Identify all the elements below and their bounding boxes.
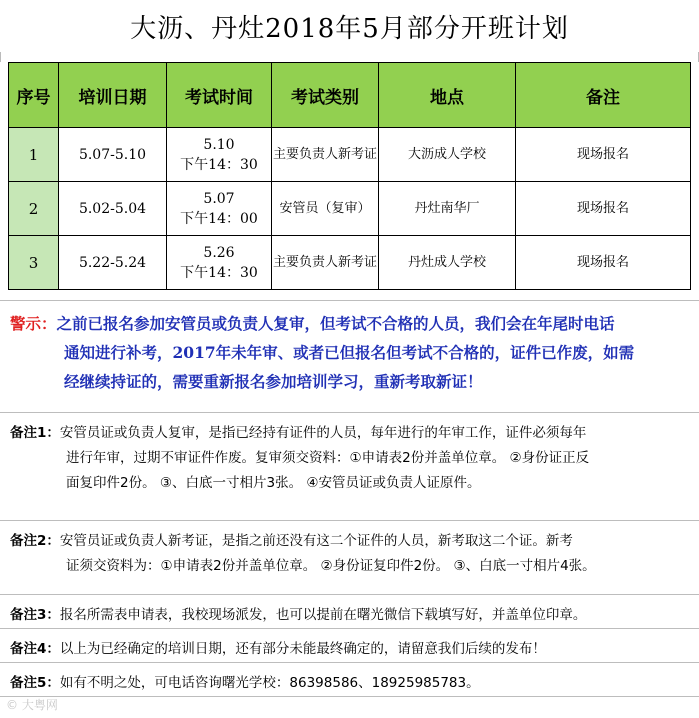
watermark: © 大粤网: [6, 698, 58, 712]
cell-exam-category: 安管员（复审）: [272, 182, 379, 236]
schedule-table: [8, 62, 691, 290]
cell-index: 1: [9, 128, 59, 182]
exam-clock: 下午14：00: [180, 210, 258, 227]
warning-line-2: 通知进行补考，2017年未年审、或者已但报名但考试不合格的，证件已作废，如需: [64, 343, 635, 362]
cell-training-date: 5.22-5.24: [59, 236, 167, 290]
note-1: 备注1：安管员证或负责人复审，是指已经持有证件的人员，每年进行的年审工作，证件必须每年 进行年审，过期不审证件作废。复审须交资料：①申请表2份并盖单位章。 ②身份证正反 面复印件2份。 ③、白底一寸相片3张。 ④安管员证或负责人证原件。: [0, 412, 699, 520]
cell-location: 丹灶南华厂: [379, 182, 516, 236]
cell-exam-time: [167, 236, 272, 290]
note-label: 备注1：: [10, 425, 60, 441]
note-5: 备注5：如有不明之处，可电话咨询曙光学校：86398586、18925985783。: [0, 662, 699, 696]
header-exam-category: 考试类别: [272, 63, 379, 128]
note-label: 备注4：: [10, 641, 60, 657]
table-header-row: [9, 63, 691, 128]
exam-date: 5.07: [203, 190, 235, 207]
note-4: 备注4：以上为已经确定的培训日期，还有部分未能最终确定的，请留意我们后续的发布！: [0, 628, 699, 662]
exam-clock: 下午14：30: [180, 156, 258, 173]
cell-exam-time: [167, 182, 272, 236]
cell-remark: 现场报名: [516, 128, 691, 182]
header-training-date: 培训日期: [59, 63, 167, 128]
note-label: 备注2：: [10, 533, 60, 549]
cell-index: 2: [9, 182, 59, 236]
warning-line-1: 警示：之前已报名参加安管员或负责人复审，但考试不合格的人员，我们会在年尾时电话: [10, 314, 615, 333]
table-row: [9, 236, 691, 290]
note-2: 备注2：安管员证或负责人新考证，是指之前还没有这二个证件的人员，新考取这二个证。新考 证须交资料为：①申请表2份并盖单位章。 ②身份证复印件2份。 ③、白底一寸相片4张。: [0, 520, 699, 594]
note-3: 备注3：报名所需表申请表，我校现场派发，也可以提前在曙光微信下载填写好，并盖单位印章。: [0, 594, 699, 628]
note-label: 备注5：: [10, 675, 60, 691]
warning-lead: 警示：: [10, 314, 57, 333]
header-location: 地点: [379, 63, 516, 128]
cell-index: 3: [9, 236, 59, 290]
warning-block: [0, 300, 699, 412]
cell-training-date: 5.07-5.10: [59, 128, 167, 182]
exam-date: 5.26: [203, 244, 235, 261]
table-row: [9, 182, 691, 236]
exam-clock: 下午14：30: [180, 264, 258, 281]
table-row: [9, 128, 691, 182]
cell-remark: 现场报名: [516, 182, 691, 236]
bottom-rule: [0, 696, 699, 697]
page-title: 大沥、丹灶2018年5月部分开班计划: [130, 13, 569, 44]
cell-remark: 现场报名: [516, 236, 691, 290]
cell-training-date: 5.02-5.04: [59, 182, 167, 236]
warning-line-3: 经继续持证的，需要重新报名参加培训学习，重新考取新证！: [64, 372, 483, 391]
header-exam-time: 考试时间: [167, 63, 272, 128]
gap-row: [0, 52, 699, 62]
header-remark: 备注: [516, 63, 691, 128]
cell-exam-time: [167, 128, 272, 182]
note-label: 备注3：: [10, 607, 60, 623]
exam-date: 5.10: [203, 136, 235, 153]
cell-location: 大沥成人学校: [379, 128, 516, 182]
cell-exam-category: 主要负责人新考证: [272, 128, 379, 182]
header-index: 序号: [9, 63, 59, 128]
cell-exam-category: 主要负责人新考证: [272, 236, 379, 290]
cell-location: 丹灶成人学校: [379, 236, 516, 290]
